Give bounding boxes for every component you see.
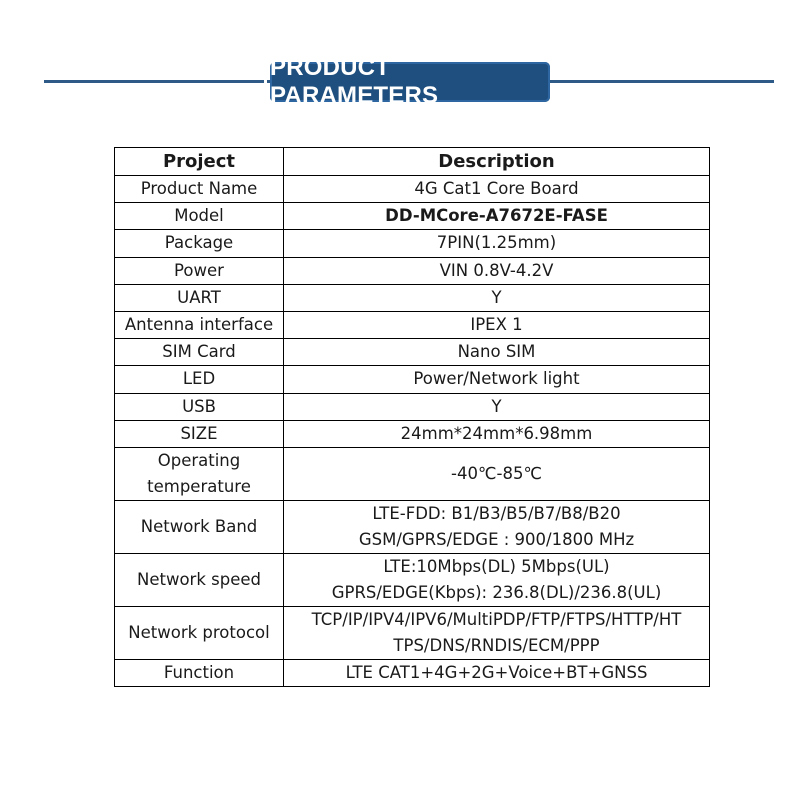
description-text: 7PIN(1.25mm): [436, 233, 557, 253]
project-text: Package: [164, 233, 234, 253]
description-cell: [284, 420, 710, 447]
project-text: temperature: [147, 476, 251, 496]
description-text: TCP/IP/IPV4/IPV6/MultiPDP/FTP/FTPS/HTTP/HT: [311, 609, 682, 629]
header-rule-right: [550, 80, 774, 83]
table-row: [115, 203, 710, 230]
project-text: USB: [182, 396, 216, 416]
parameters-table: [114, 147, 710, 687]
project-text: Network speed: [137, 569, 261, 589]
description-cell: [284, 659, 710, 686]
description-cell: [284, 606, 710, 659]
project-text: UART: [177, 287, 221, 307]
table-row: [115, 257, 710, 284]
project-text: Network protocol: [128, 622, 270, 642]
table-row: [115, 500, 710, 553]
project-cell: [115, 176, 284, 203]
project-cell: [115, 339, 284, 366]
project-cell: [115, 420, 284, 447]
project-cell: [115, 553, 284, 606]
project-text: Model: [174, 206, 224, 226]
description-text: LTE:10Mbps(DL) 5Mbps(UL): [383, 556, 610, 576]
project-text: Power: [174, 260, 224, 280]
column-header-project: Project: [115, 148, 284, 176]
table-row: [115, 284, 710, 311]
project-cell: [115, 284, 284, 311]
project-text: Network Band: [140, 516, 258, 536]
project-text: Operating: [157, 450, 241, 470]
table-row: [115, 553, 710, 606]
table-row: [115, 447, 710, 500]
description-cell: [284, 393, 710, 420]
table-row: [115, 659, 710, 686]
description-text: LTE CAT1+4G+2G+Voice+BT+GNSS: [345, 662, 648, 682]
description-text: -40℃-85℃: [451, 463, 542, 483]
project-cell: [115, 257, 284, 284]
column-header-description: Description: [284, 148, 710, 176]
description-text: VIN 0.8V-4.2V: [439, 260, 554, 280]
description-text: Power/Network light: [413, 369, 580, 389]
table-row: [115, 230, 710, 257]
description-text: Y: [491, 287, 502, 307]
project-cell: [115, 203, 284, 230]
project-text: LED: [182, 369, 216, 389]
description-cell: [284, 311, 710, 338]
description-cell: [284, 257, 710, 284]
project-cell: [115, 447, 284, 500]
description-text: Nano SIM: [457, 342, 536, 362]
table-body: [115, 176, 710, 687]
description-text: GSM/GPRS/EDGE : 900/1800 MHz: [358, 529, 635, 549]
description-cell: [284, 284, 710, 311]
description-text: Y: [491, 396, 502, 416]
description-text: TPS/DNS/RNDIS/ECM/PPP: [393, 635, 600, 655]
description-text: GPRS/EDGE(Kbps): 236.8(DL)/236.8(UL): [331, 582, 662, 602]
project-cell: [115, 230, 284, 257]
description-cell: [284, 339, 710, 366]
project-cell: [115, 311, 284, 338]
description-text: DD-MCore-A7672E-FASE: [385, 206, 608, 226]
description-cell: [284, 500, 710, 553]
section-title: PRODUCT PARAMETERS: [270, 54, 439, 109]
table-row: [115, 339, 710, 366]
project-cell: [115, 659, 284, 686]
table-row: [115, 606, 710, 659]
description-text: 24mm*24mm*6.98mm: [400, 423, 593, 443]
project-cell: [115, 366, 284, 393]
project-text: Function: [163, 662, 235, 682]
description-text: 4G Cat1 Core Board: [414, 179, 579, 199]
description-cell: [284, 176, 710, 203]
table-row: [115, 176, 710, 203]
description-text: IPEX 1: [470, 315, 523, 335]
project-text: SIZE: [180, 423, 218, 443]
description-cell: [284, 230, 710, 257]
project-text: SIM Card: [162, 342, 236, 362]
project-text: Product Name: [140, 179, 258, 199]
table-row: [115, 420, 710, 447]
description-cell: [284, 553, 710, 606]
project-cell: [115, 606, 284, 659]
project-text: Antenna interface: [124, 315, 274, 335]
project-cell: [115, 500, 284, 553]
description-cell: [284, 447, 710, 500]
description-text: LTE-FDD: B1/B3/B5/B7/B8/B20: [372, 503, 621, 523]
project-cell: [115, 393, 284, 420]
table-row: [115, 366, 710, 393]
section-title-banner: [270, 54, 550, 109]
header-rule-left: [44, 80, 270, 83]
description-cell: [284, 203, 710, 230]
table-row: [115, 393, 710, 420]
table-row: [115, 311, 710, 338]
description-cell: [284, 366, 710, 393]
table-header-row: [115, 148, 710, 176]
